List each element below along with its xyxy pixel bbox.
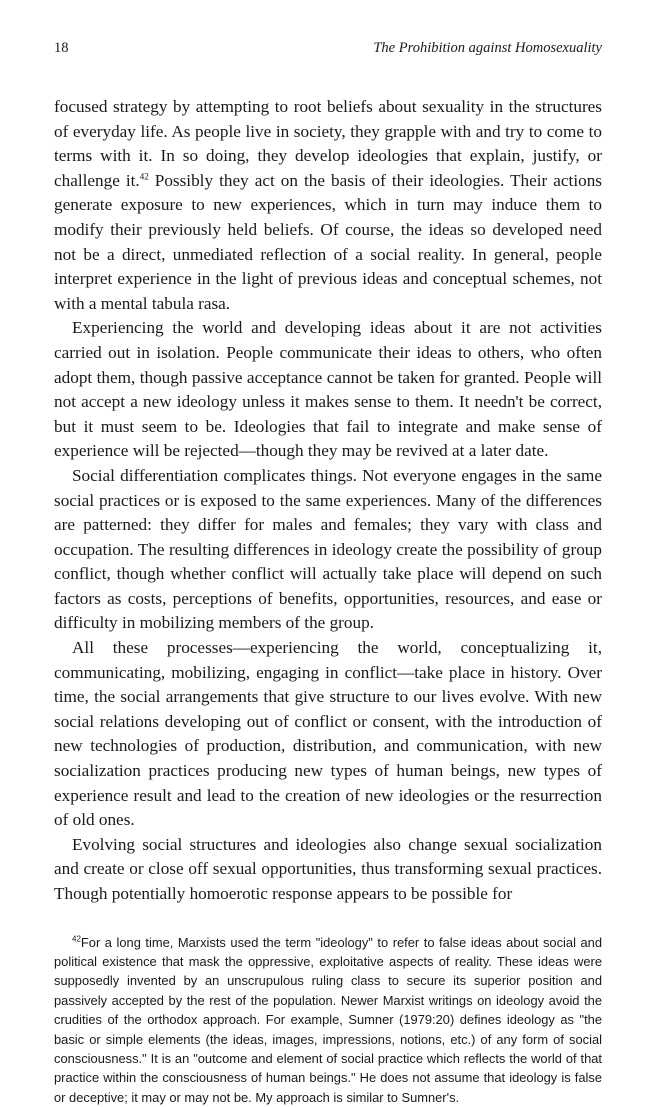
paragraph-1-text-b: Possibly they act on the basis of their ideologies. Their actions generate exposure to new experiences, which in turn may induce them to modify their previously held beliefs. Of course, the ideas so developed need not be a direct, unmediated reflection of a social reality. In general, people interpret experience in the light of previous ideas and conceptual schemes, not with a mental tabula rasa. [54,170,602,313]
paragraph-1 [54,95,602,316]
paragraph-3: Social differentiation complicates things. Not everyone engages in the same social practices or is exposed to the same experiences. Many of the differences are patterned: they differ for males and females; they vary with class and occupation. The resulting differences in ideology create the possibility of group conflict, though whether conflict will actually take place will depend on such factors as costs, perceptions of benefits, opportunities, resources, and ease or difficulty in mobilizing members of the group. [54,465,602,633]
running-title: The Prohibition against Homosexuality [373,40,602,56]
paragraph-2: Experiencing the world and developing ideas about it are not activities carried out in isolation. People communicate their ideas to others, who often adopt them, though passive acceptance cannot be taken for granted. People will not accept a new ideology unless it makes sense to them. It needn't be correct, but it must seem to be. Ideologies that fail to integrate and make sense of experience will be rejected—though they may be revived at a later date. [54,318,602,461]
paragraph-1-text-a: focused strategy by attempting to root beliefs about sexuality in the structures of everyday life. As people live in society, they grapple with and try to come to terms with it. In so doing, they develop ideologies that explain, justify, or challenge it. [54,97,602,190]
footnote-text: For a long time, Marxists used the term "ideology" to refer to false ideas about social and political existence that mask the oppressive, exploitative aspects of reality. These ideas were supposedly invented by an unscrupulous ruling class to secure its superior position and passively accepted by the rest of the population. Newer Marxist writings on ideology avoid the crudities of the orthodox approach. For example, Sumner (1979:20) defines ideology as "the basic or simple elements (the ideas, images, impressions, notions, etc.) of any form of social consciousness." It is an "outcome and element of social practice which reflects the world of that practice within the consciousness of human beings." He does not assume that ideology is false or deceptive; it may or may not be. My approach is similar to Sumner's. [54,934,602,1105]
main-text [54,95,602,907]
footnote-reference: 42 [139,171,149,182]
book-page [54,40,602,1107]
page-number: 18 [54,40,69,56]
running-header [54,40,602,57]
footnote [54,933,602,1107]
footnote-number: 42 [72,934,81,944]
paragraph-5: Evolving social structures and ideologies also change sexual socialization and create or close off sexual opportunities, thus transforming sexual practices. Though potentially homoerotic response appears to be possible for [54,834,602,903]
paragraph-4: All these processes—experiencing the world, conceptualizing it, communicating, mobilizing, engaging in conflict—take place in history. Over time, the social arrangements that give structure to our lives evolve. With new social relations developing out of conflict or consent, with the introduction of new technologies of production, distribution, and communication, with new socialization practices producing new types of human beings, new types of experience result and lead to the creation of new ideologies or the resurrection of old ones. [54,638,602,830]
